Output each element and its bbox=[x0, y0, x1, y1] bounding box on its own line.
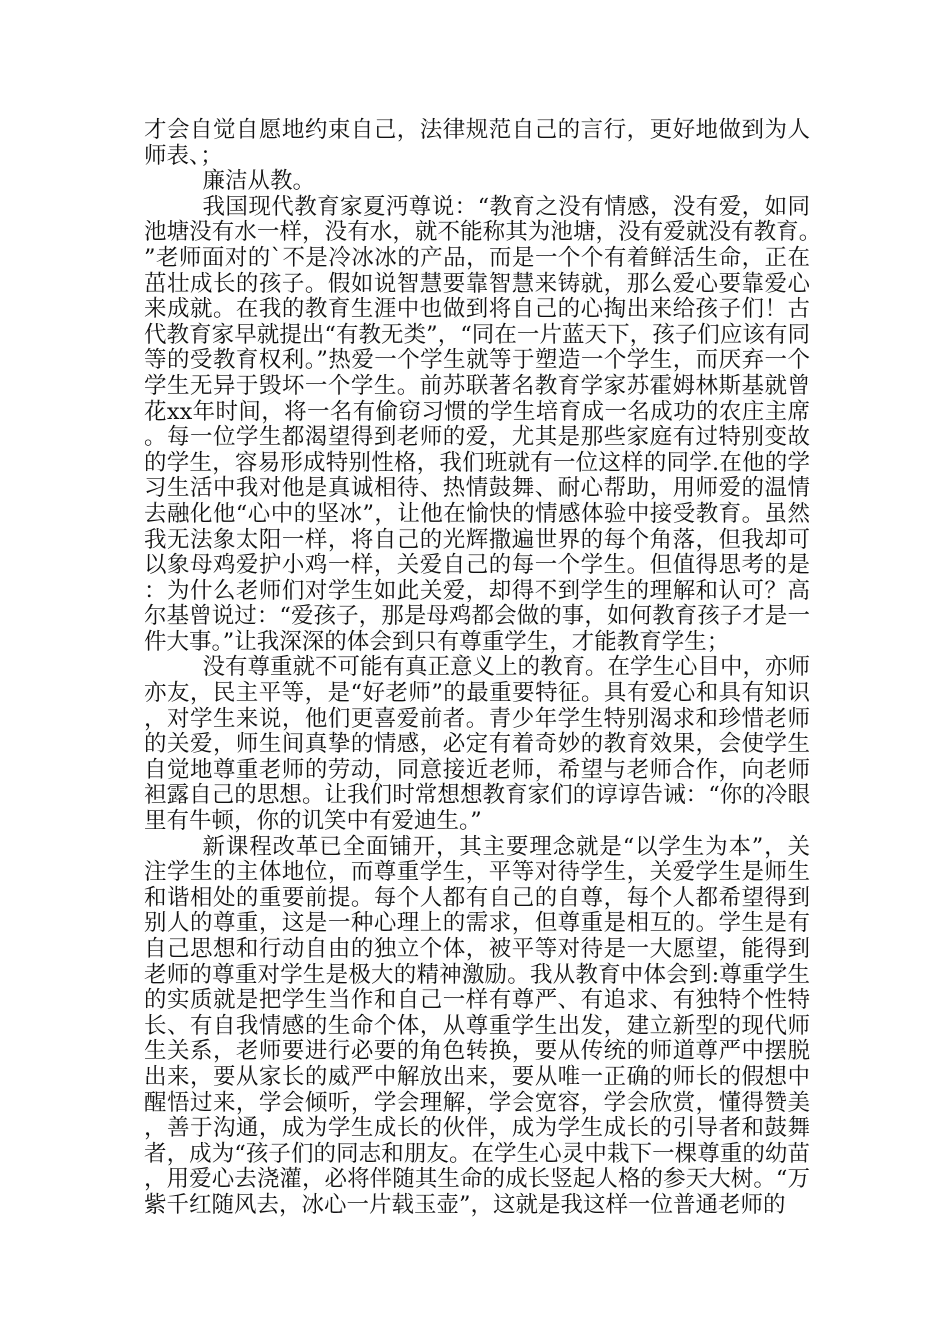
paragraph-3: 我国现代教育家夏沔尊说：“教育之没有情感，没有爱，如同池塘没有水一样，没有水，就不能称其为池塘，没有爱就没有教育。”老师面对的`不是冷冰冰的产品，而是一个个有着鲜活生命，正在茁壮成长的孩子。假如说智慧要靠智慧来铸就，那么爱心要靠爱心来成就。在我的教育生涯中也做到将自己的心掏出来给孩子们！古代教育家早就提出“有教无类”，“同在一片蓝天下，孩子们应该有同等的受教育权利。”热爱一个学生就等于塑造一个学生，而厌弃一个学生无异于毁坏一个学生。前苏联著名教育学家苏霍姆林斯基就曾花xx年时间，将一名有偷窃习惯的学生培育成一名成功的农庄主席。每一位学生都渴望得到老师的爱，尤其是那些家庭有过特别变故的学生，容易形成特别性格，我们班就有一位这样的同学.在他的学习生活中我对他是真诚相待、热情鼓舞、耐心帮助，用师爱的温情去融化他“心中的坚冰”，让他在愉快的情感体验中接受教育。虽然我无法象太阳一样，将自己的光辉撒遍世界的每个角落，但我却可以象母鸡爱护小鸡一样，关爱自己的每一个学生。但值得思考的是：为什么老师们对学生如此关爱，却得不到学生的理解和认可？高尔基曾说过：“爱孩子，那是母鸡都会做的事，如何教育孩子才是一件大事。”让我深深的体会到只有尊重学生，才能教育学生； bbox=[144, 193, 810, 655]
paragraph-1: 才会自觉自愿地约束自己，法律规范自己的言行，更好地做到为人师表、； bbox=[144, 117, 810, 169]
paragraph-4: 没有尊重就不可能有真正意义上的教育。在学生心目中，亦师亦友，民主平等，是“好老师”的最重要特征。具有爱心和具有知识，对学生来说，他们更喜爱前者。青少年学生特别渴求和珍惜老师的关爱，师生间真挚的情感，必定有着奇妙的教育效果，会使学生自觉地尊重老师的劳动，同意接近老师，希望与老师合作，向老师袒露自己的思想。让我们时常想想教育家们的谆谆告诫：“你的冷眼里有牛顿，你的讥笑中有爱迪生。” bbox=[144, 654, 811, 835]
paragraph-5: 新课程改革已全面铺开，其主要理念就是“以学生为本”，关注学生的主体地位，而尊重学生，平等对待学生，关爱学生是师生和谐相处的重要前提。每个人都有自己的自尊，每个人都希望得到别人的尊重，这是一种心理上的需求，但尊重是相互的。学生是有自己思想和行动自由的独立个体，被平等对待是一大愿望，能得到老师的尊重对学生是极大的精神激励。我从教育中体会到:尊重学生的实质就是把学生当作和自己一样有尊严、有追求、有独特个性特长、有自我情感的生命个体，从尊重学生出发，建立新型的现代师生关系，老师要进行必要的角色转换，要从传统的师道尊严中摆脱出来，要从家长的威严中解放出来，要从唯一正确的师长的假想中醒悟过来，学会倾听，学会理解，学会宽容，学会欣赏，懂得赞美，善于沟通，成为学生成长的伙伴，成为学生成长的引导者和鼓舞者，成为“孩子们的同志和朋友。在学生心灵中栽下一棵尊重的幼苗，用爱心去浇灌，必将伴随其生命的成长竖起人格的参天大树。“万紫千红随风去，冰心一片载玉壶”，这就是我这样一位普通老师的 bbox=[144, 833, 810, 1218]
paragraph-2: 廉洁从教。 bbox=[202, 168, 316, 195]
document-body bbox=[144, 118, 810, 1219]
